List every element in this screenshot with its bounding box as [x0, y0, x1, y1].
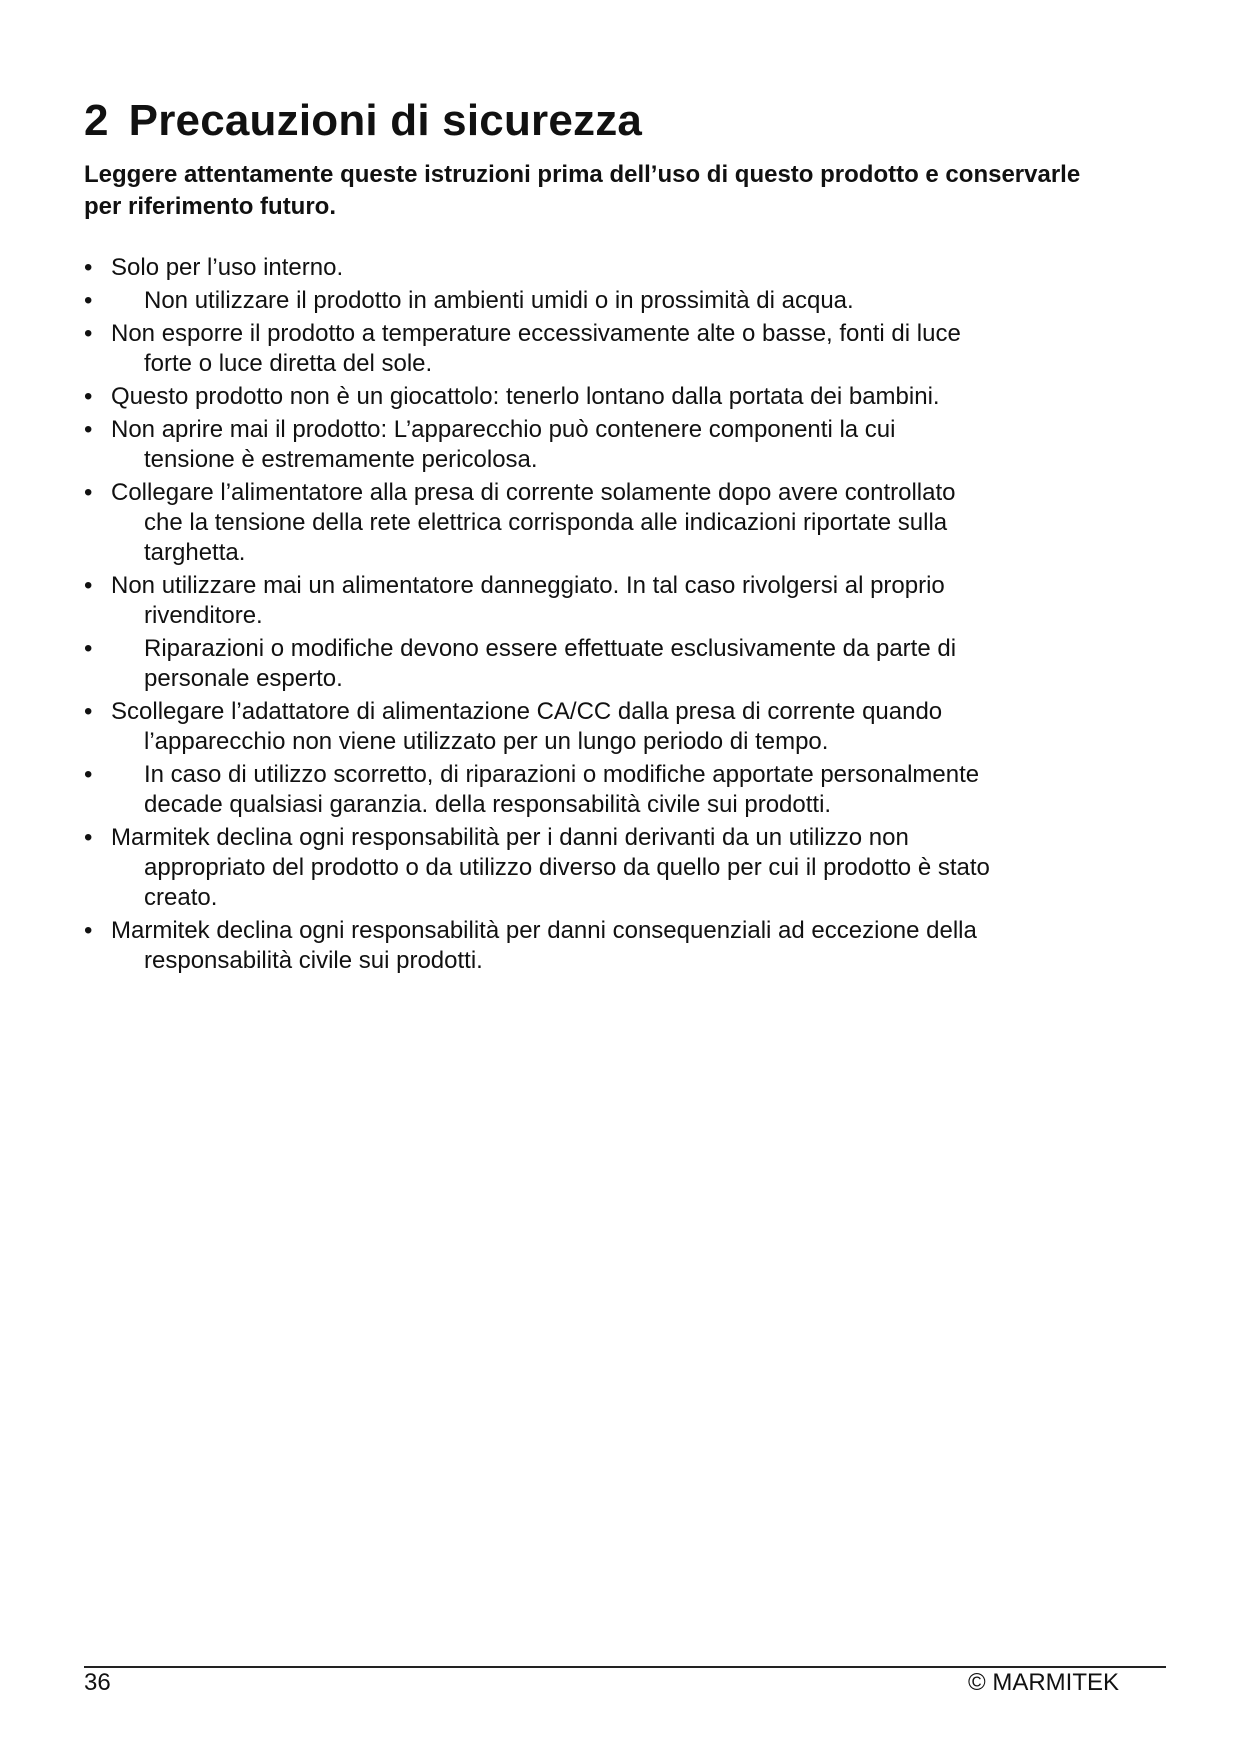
safety-list	[84, 253, 1124, 979]
list-item-text-continued: l’apparecchio non viene utilizzato per un lungo periodo di tempo.	[144, 728, 829, 755]
section-number: 2	[84, 96, 109, 145]
list-item-text: Non utilizzare mai un alimentatore danneggiato. In tal caso rivolgersi al proprio	[111, 572, 945, 599]
list-item	[84, 253, 1124, 283]
list-item	[84, 382, 1124, 412]
list-item	[84, 478, 1124, 568]
page-number: 36	[84, 1669, 111, 1696]
section-title-text: Precauzioni di sicurezza	[128, 96, 643, 145]
list-item	[84, 697, 1124, 757]
list-item-text-continued: creato.	[144, 884, 218, 911]
list-item	[84, 415, 1124, 475]
bullet-icon: •	[84, 572, 93, 599]
bullet-icon: •	[84, 698, 93, 725]
list-item-text: Marmitek declina ogni responsabilità per i danni derivanti da un utilizzo non	[111, 824, 909, 851]
list-item-text-continued: personale esperto.	[144, 665, 343, 692]
list-item-text-continued: tensione è estremamente pericolosa.	[144, 446, 538, 473]
list-item	[84, 760, 1124, 820]
list-item-text-continued: targhetta.	[144, 539, 246, 566]
bullet-icon: •	[84, 416, 93, 443]
bullet-icon: •	[84, 383, 93, 410]
list-item-text: Questo prodotto non è un giocattolo: tenerlo lontano dalla portata dei bambini.	[111, 383, 940, 410]
list-item-text-continued: responsabilità civile sui prodotti.	[144, 947, 483, 974]
list-item-text: Riparazioni o modifiche devono essere effettuate esclusivamente da parte di	[144, 635, 957, 662]
list-item-text: Non utilizzare il prodotto in ambienti umidi o in prossimità di acqua.	[144, 287, 854, 314]
list-item	[84, 571, 1124, 631]
footer-divider	[84, 1666, 1166, 1668]
list-item-text-continued: appropriato del prodotto o da utilizzo diverso da quello per cui il prodotto è stato	[144, 854, 990, 881]
list-item	[84, 286, 1124, 316]
section-title	[84, 96, 642, 146]
bullet-icon: •	[84, 917, 93, 944]
bullet-icon: •	[84, 761, 93, 788]
list-item-text: Collegare l’alimentatore alla presa di corrente solamente dopo avere controllato	[111, 479, 956, 506]
list-item-text-continued: forte o luce diretta del sole.	[144, 350, 433, 377]
list-item-text: Non aprire mai il prodotto: L’apparecchio può contenere componenti la cui	[111, 416, 896, 443]
list-item-text-continued: rivenditore.	[144, 602, 263, 629]
list-item-text-continued: che la tensione della rete elettrica corrisponda alle indicazioni riportate sulla	[144, 509, 948, 536]
list-item-text: Marmitek declina ogni responsabilità per danni consequenziali ad eccezione della	[111, 917, 977, 944]
list-item-text: Solo per l’uso interno.	[111, 254, 344, 281]
bullet-icon: •	[84, 254, 93, 281]
list-item-text: Scollegare l’adattatore di alimentazione CA/CC dalla presa di corrente quando	[111, 698, 943, 725]
list-item	[84, 634, 1124, 694]
list-item	[84, 916, 1124, 976]
list-item-text-continued: decade qualsiasi garanzia. della responsabilità civile sui prodotti.	[144, 791, 832, 818]
bullet-icon: •	[84, 635, 93, 662]
bullet-icon: •	[84, 824, 93, 851]
bullet-icon: •	[84, 287, 93, 314]
bullet-icon: •	[84, 479, 93, 506]
list-item	[84, 319, 1124, 379]
list-item-text: Non esporre il prodotto a temperature eccessivamente alte o basse, fonti di luce	[111, 320, 961, 347]
bullet-icon: •	[84, 320, 93, 347]
intro-text: Leggere attentamente queste istruzioni prima dell’uso di questo prodotto e conservarle per riferimento futuro.	[84, 161, 1081, 220]
copyright-notice: © MARMITEK	[967, 1669, 1119, 1696]
list-item	[84, 823, 1124, 913]
list-item-text: In caso di utilizzo scorretto, di riparazioni o modifiche apportate personalmente	[144, 761, 980, 788]
